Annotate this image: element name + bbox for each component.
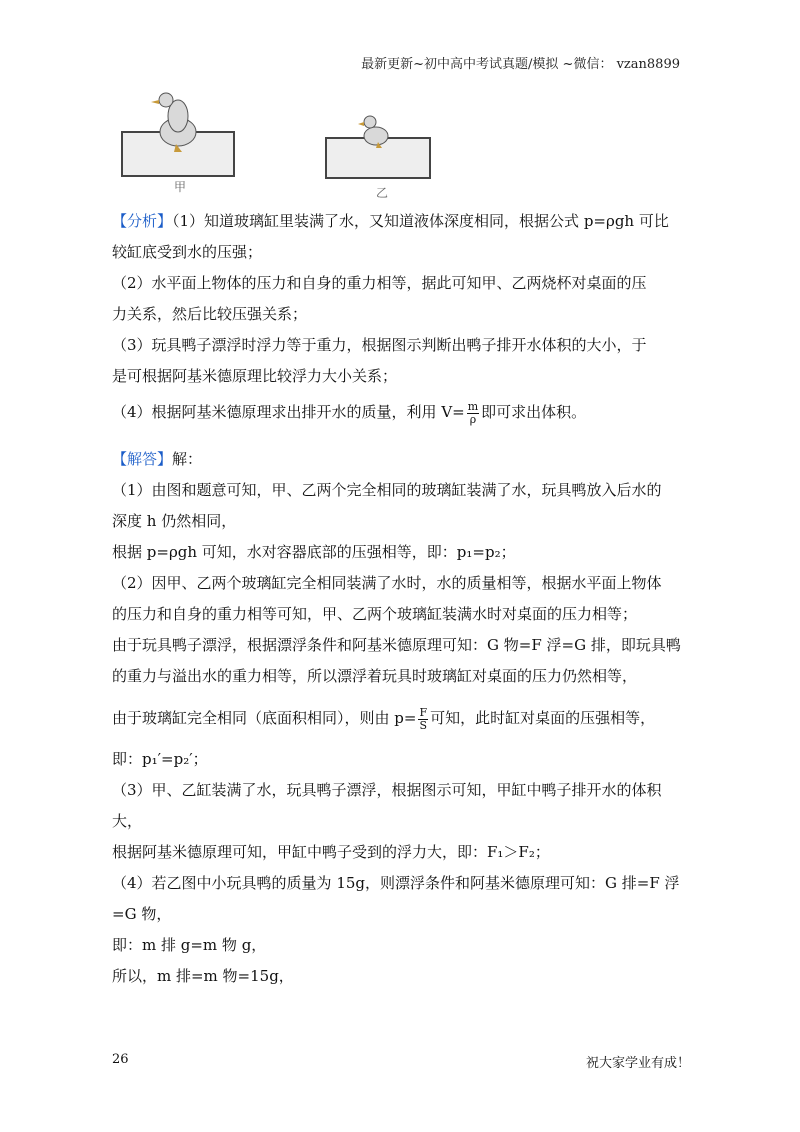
fraction-numerator: F [419, 705, 428, 719]
solution-line-13: （4）若乙图中小玩具鸭的质量为 15g，则漂浮条件和阿基米德原理可知：G 排=F 浮 [112, 874, 680, 892]
solution-line-16: 所以，m 排=m 物=15g， [112, 967, 294, 985]
solution-line-14: =G 物， [112, 905, 172, 923]
analysis-line-2: 较缸底受到水的压强； [112, 243, 263, 261]
solution-line-12: 根据阿基米德原理可知，甲缸中鸭子受到的浮力大，即：F₁＞F₂； [112, 843, 550, 861]
solution-text: 解： [172, 450, 203, 468]
analysis-tag: 【分析】 [112, 212, 173, 230]
analysis-line-4: 力关系，然后比较压强关系； [112, 305, 308, 323]
solution-line-0 [112, 444, 692, 475]
duck-tanks-illustration [118, 92, 458, 202]
solution-line-2: 深度 h 仍然相同， [112, 512, 237, 530]
analysis-line-5: （3）玩具鸭子漂浮时浮力等于重力，根据图示判断出鸭子排开水体积的大小，于 [112, 336, 647, 354]
solution-line-11: 大， [112, 812, 143, 830]
page-number: 26 [112, 1052, 129, 1067]
solution-line-1: （1）由图和题意可知，甲、乙两个完全相同的玻璃缸装满了水，玩具鸭放入后水的 [112, 481, 662, 499]
page-header: 最新更新~初中高中考试真题/模拟 ~微信： vzan8899 [361, 57, 680, 72]
analysis-text: 即可求出体积。 [481, 403, 587, 421]
solution-line-3: 根据 p=ρgh 可知，水对容器底部的压强相等，即：p₁=p₂； [112, 543, 516, 561]
fraction-denominator: S [419, 718, 428, 732]
solution-line-6: 由于玩具鸭子漂浮，根据漂浮条件和阿基米德原理可知：G 物=F 浮=G 排，即玩具鸭 [112, 636, 681, 654]
fraction-denominator: ρ [469, 412, 477, 426]
solution-line-7: 的重力与溢出水的重力相等，所以漂浮着玩具时玻璃缸对桌面的压力仍然相等， [112, 667, 638, 685]
tank-a [122, 93, 234, 176]
solution-line-5: 的压力和自身的重力相等可知，甲、乙两个玻璃缸装满水时对桌面的压力相等； [112, 605, 638, 623]
analysis-text: （1）知道玻璃缸里装满了水，又知道液体深度相同，根据公式 p=ρgh 可比 [172, 212, 669, 230]
analysis-line-1 [112, 206, 692, 237]
solution-body [112, 206, 692, 992]
analysis-line-3: （2）水平面上物体的压力和自身的重力相等，据此可知甲、乙两烧杯对桌面的压 [112, 274, 647, 292]
analysis-text: （4）根据阿基米德原理求出排开水的质量，利用 V= [112, 403, 465, 421]
solution-line-9: 即：p₁′=p₂′； [112, 750, 208, 768]
figure-label-a: 甲 [174, 180, 187, 194]
solution-line-15: 即：m 排 g=m 物 g， [112, 936, 267, 954]
fraction-numerator: m [467, 399, 479, 413]
fraction-m-over-rho [467, 401, 479, 426]
solution-line-8 [112, 692, 692, 744]
solution-text: 由于玻璃缸完全相同（底面积相同），则由 p= [112, 709, 417, 727]
solution-line-4: （2）因甲、乙两个玻璃缸完全相同装满了水时，水的质量相等，根据水平面上物体 [112, 574, 662, 592]
figure-label-b: 乙 [376, 186, 389, 200]
analysis-line-6: 是可根据阿基米德原理比较浮力大小关系； [112, 367, 398, 385]
analysis-line-7 [112, 392, 692, 432]
solution-tag: 【解答】 [112, 450, 173, 468]
fraction-f-over-s [418, 707, 428, 732]
solution-line-10: （3）甲、乙缸装满了水，玩具鸭子漂浮，根据图示可知，甲缸中鸭子排开水的体积 [112, 781, 662, 799]
solution-text: 可知，此时缸对桌面的压强相等， [430, 709, 656, 727]
footer-slogan: 祝大家学业有成！ [585, 1056, 690, 1071]
tank-b [326, 116, 430, 178]
duck-figure [118, 92, 458, 202]
